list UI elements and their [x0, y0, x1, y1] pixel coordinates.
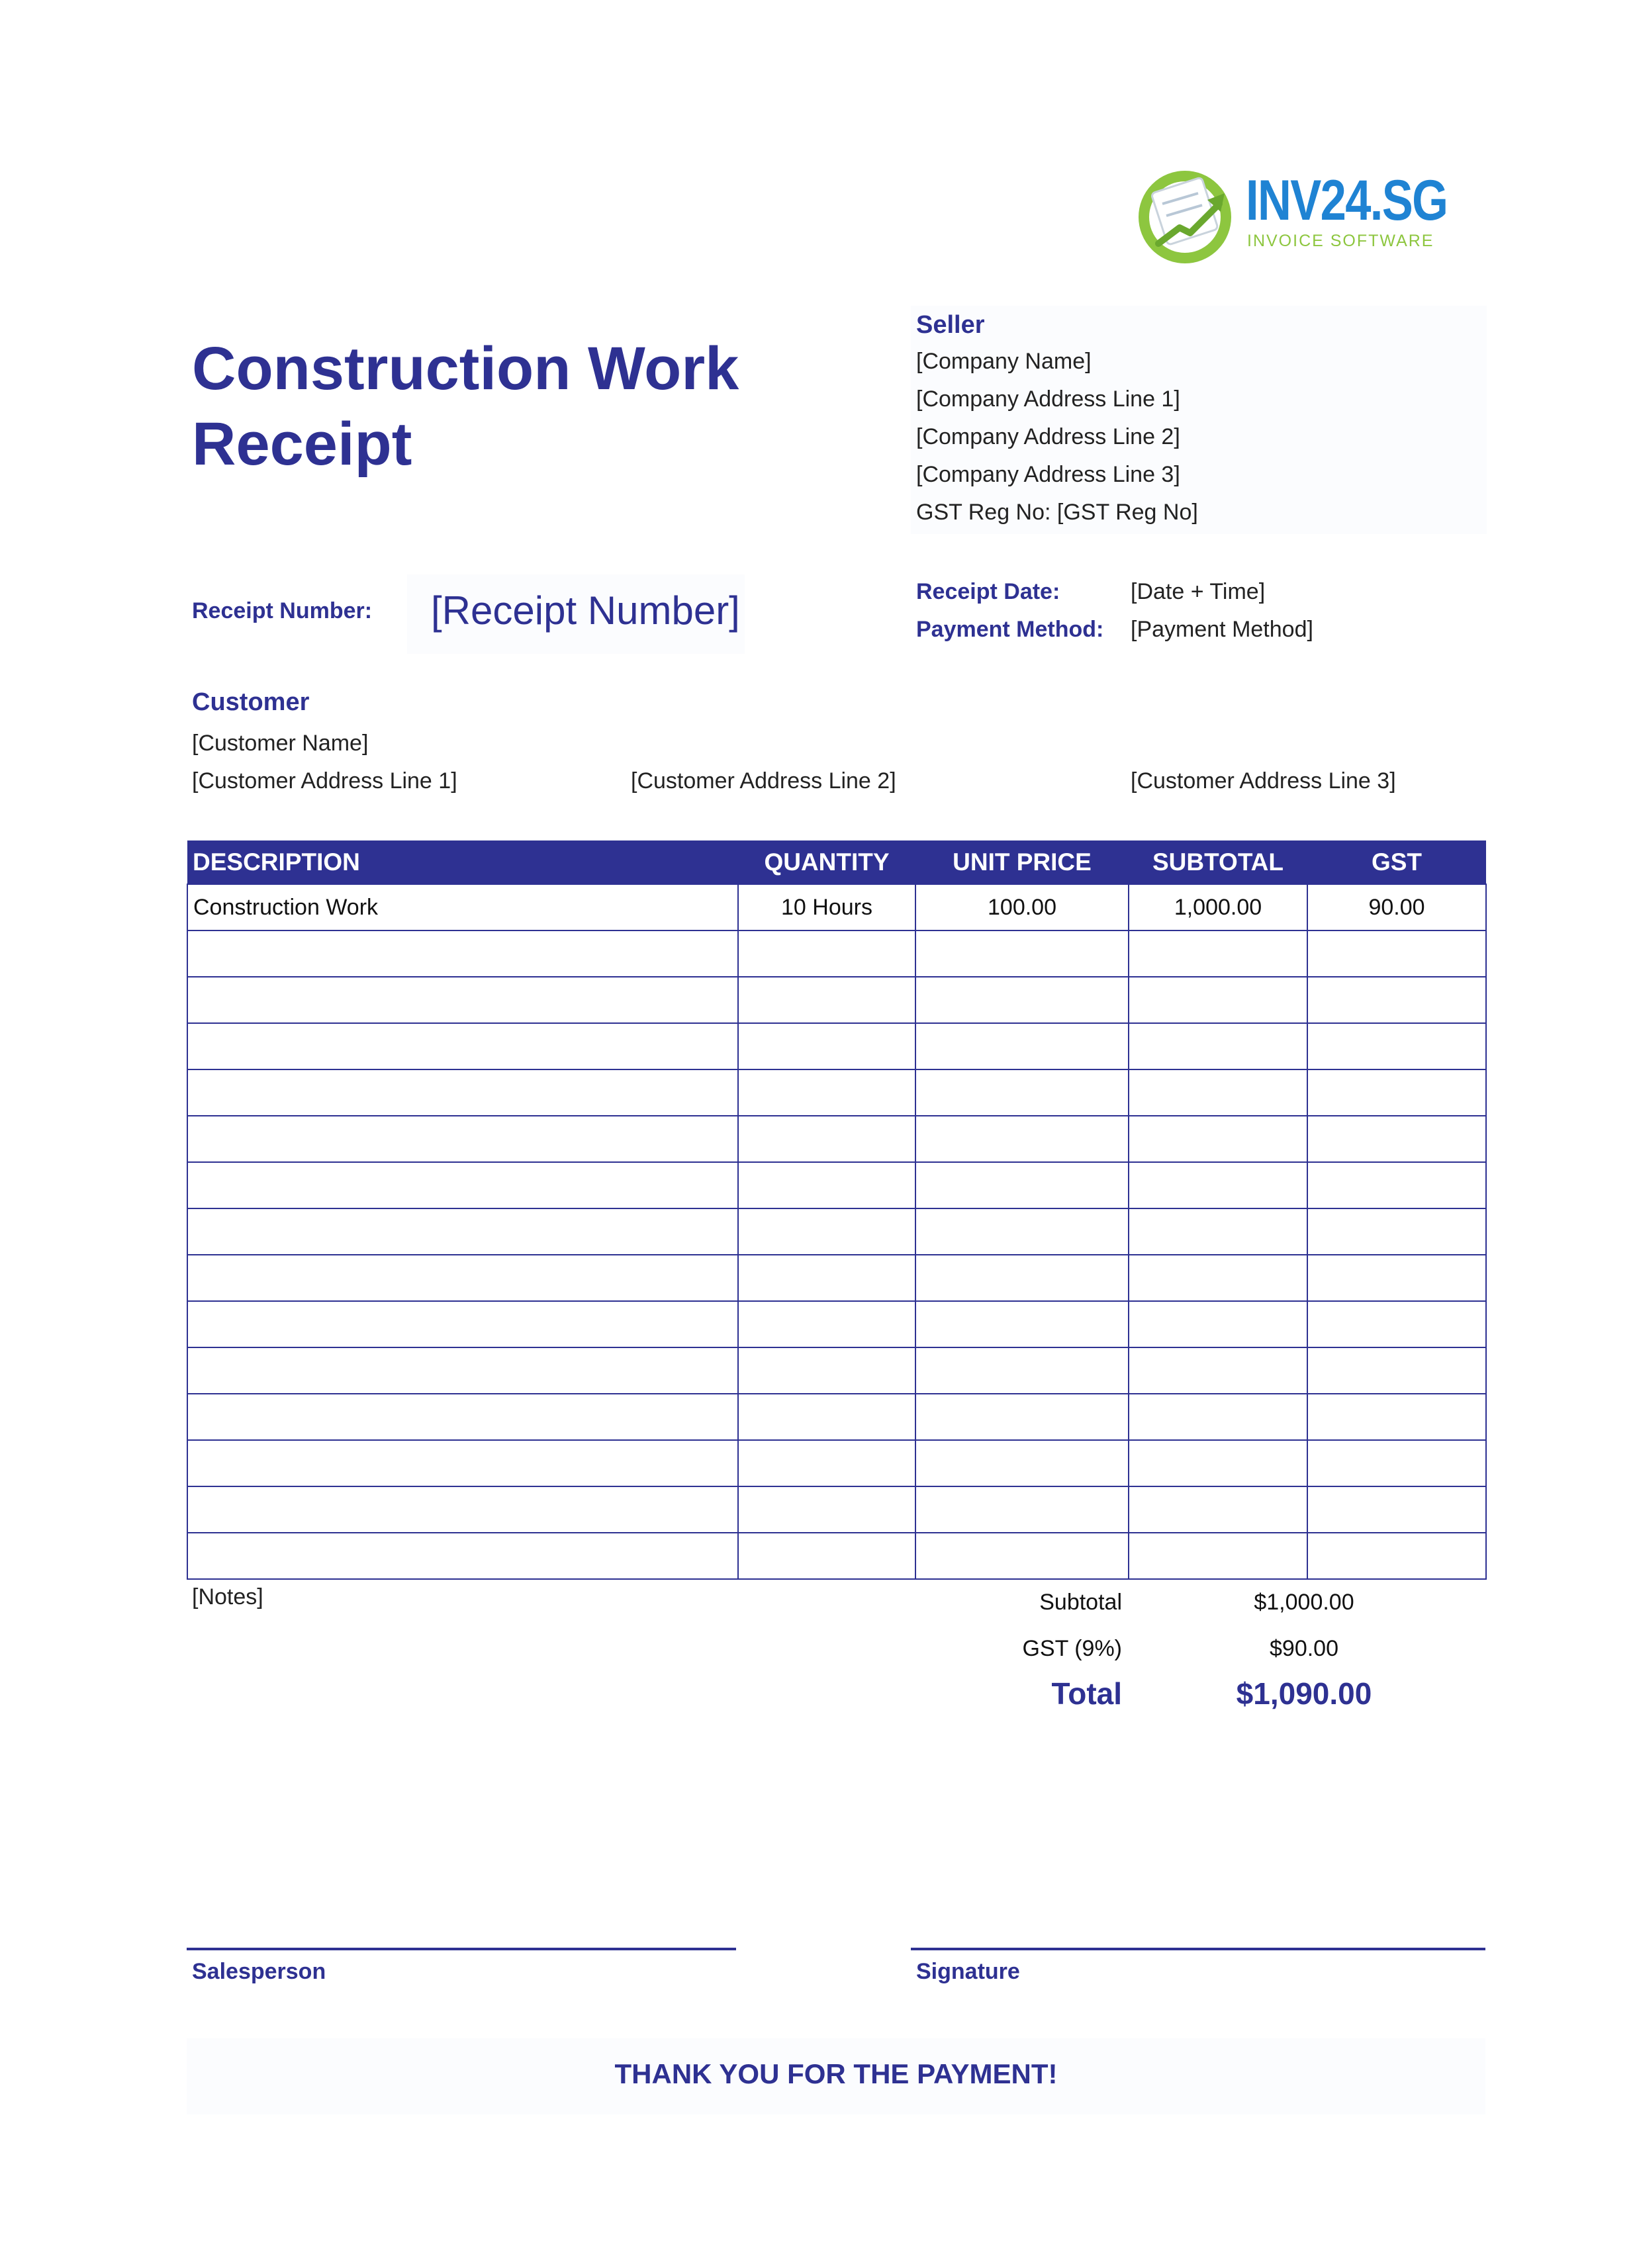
cell-gst	[1307, 1069, 1486, 1116]
seller-address-3: [Company Address Line 3]	[916, 462, 1180, 487]
cell-subtotal	[1129, 1162, 1307, 1208]
cell-subtotal	[1129, 1116, 1307, 1162]
customer-address-1: [Customer Address Line 1]	[192, 768, 457, 794]
cell-gst	[1307, 1301, 1486, 1347]
table-row	[187, 1069, 1486, 1116]
cell-subtotal	[1129, 930, 1307, 977]
cell-gst	[1307, 1255, 1486, 1301]
cell-description	[187, 977, 738, 1023]
total-label: Total	[1051, 1676, 1122, 1711]
cell-unit-price	[915, 1533, 1129, 1579]
subtotal-value: $1,000.00	[1254, 1590, 1354, 1615]
cell-subtotal	[1129, 1347, 1307, 1394]
table-row	[187, 1301, 1486, 1347]
cell-quantity	[738, 1394, 915, 1440]
table-row	[187, 1347, 1486, 1394]
customer-address-2: [Customer Address Line 2]	[631, 768, 896, 794]
title-line-2: Receipt	[192, 410, 412, 478]
receipt-number-label: Receipt Number:	[192, 598, 373, 623]
cell-subtotal	[1129, 1533, 1307, 1579]
cell-subtotal	[1129, 1301, 1307, 1347]
cell-quantity	[738, 1023, 915, 1069]
logo-mark-icon	[1139, 164, 1238, 263]
table-row	[187, 1440, 1486, 1486]
cell-unit-price	[915, 1116, 1129, 1162]
cell-gst	[1307, 930, 1486, 977]
cell-description	[187, 1208, 738, 1255]
cell-unit-price	[915, 1208, 1129, 1255]
receipt-number-box	[407, 574, 745, 654]
table-row	[187, 930, 1486, 977]
cell-quantity	[738, 977, 915, 1023]
salesperson-label: Salesperson	[192, 1959, 326, 1984]
notes: [Notes]	[192, 1584, 263, 1610]
cell-unit-price	[915, 1069, 1129, 1116]
page-title	[192, 331, 854, 482]
table-row	[187, 1394, 1486, 1440]
column-header-gst: GST	[1307, 840, 1486, 884]
customer-label: Customer	[192, 688, 310, 716]
table-row	[187, 977, 1486, 1023]
title-line-1: Construction Work	[192, 335, 739, 402]
cell-unit-price	[915, 1255, 1129, 1301]
cell-quantity	[738, 1162, 915, 1208]
cell-subtotal	[1129, 1486, 1307, 1533]
seller-company-name: [Company Name]	[916, 349, 1092, 374]
cell-quantity	[738, 1347, 915, 1394]
cell-gst	[1307, 1023, 1486, 1069]
cell-description	[187, 1486, 738, 1533]
receipt-date-label: Receipt Date:	[916, 579, 1060, 604]
cell-unit-price	[915, 1440, 1129, 1486]
receipt-date-value: [Date + Time]	[1131, 579, 1266, 604]
cell-quantity	[738, 1208, 915, 1255]
cell-description	[187, 1255, 738, 1301]
customer-address-3: [Customer Address Line 3]	[1131, 768, 1396, 794]
payment-method-label: Payment Method:	[916, 617, 1104, 642]
cell-unit-price	[915, 1394, 1129, 1440]
cell-quantity	[738, 1301, 915, 1347]
cell-subtotal	[1129, 1023, 1307, 1069]
items-table	[187, 840, 1487, 1580]
seller-block	[911, 306, 1487, 534]
cell-gst	[1307, 1162, 1486, 1208]
signature-label: Signature	[916, 1959, 1020, 1984]
receipt-number-value: [Receipt Number]	[431, 588, 740, 633]
table-row	[187, 884, 1486, 930]
thank-you-banner	[187, 2038, 1485, 2114]
cell-gst	[1307, 1208, 1486, 1255]
cell-description	[187, 1347, 738, 1394]
table-header-row	[187, 840, 1486, 884]
table-row	[187, 1023, 1486, 1069]
cell-description: Construction Work	[187, 884, 738, 930]
cell-unit-price	[915, 930, 1129, 977]
cell-quantity	[738, 1116, 915, 1162]
cell-quantity	[738, 1069, 915, 1116]
seller-address-1: [Company Address Line 1]	[916, 386, 1180, 412]
payment-method-value: [Payment Method]	[1131, 617, 1313, 642]
cell-subtotal	[1129, 1440, 1307, 1486]
cell-quantity	[738, 1486, 915, 1533]
cell-gst	[1307, 1116, 1486, 1162]
cell-gst	[1307, 977, 1486, 1023]
column-header-quantity: QUANTITY	[738, 840, 915, 884]
cell-description	[187, 1162, 738, 1208]
subtotal-label: Subtotal	[1039, 1590, 1122, 1615]
cell-unit-price	[915, 1347, 1129, 1394]
cell-description	[187, 1023, 738, 1069]
cell-unit-price	[915, 977, 1129, 1023]
cell-description	[187, 1069, 738, 1116]
seller-gst-reg: GST Reg No: [GST Reg No]	[916, 500, 1198, 525]
cell-unit-price	[915, 1486, 1129, 1533]
cell-quantity: 10 Hours	[738, 884, 915, 930]
thank-you-text: THANK YOU FOR THE PAYMENT!	[614, 2058, 1058, 2089]
cell-gst	[1307, 1486, 1486, 1533]
cell-description	[187, 1533, 738, 1579]
cell-subtotal: 1,000.00	[1129, 884, 1307, 930]
cell-gst	[1307, 1347, 1486, 1394]
logo-brand-text: INV24.SG	[1246, 169, 1448, 232]
column-header-subtotal: SUBTOTAL	[1129, 840, 1307, 884]
cell-description	[187, 1301, 738, 1347]
cell-subtotal	[1129, 977, 1307, 1023]
cell-gst	[1307, 1394, 1486, 1440]
cell-subtotal	[1129, 1394, 1307, 1440]
cell-quantity	[738, 1255, 915, 1301]
cell-unit-price	[915, 1162, 1129, 1208]
cell-quantity	[738, 930, 915, 977]
seller-address-2: [Company Address Line 2]	[916, 424, 1180, 449]
salesperson-line	[187, 1948, 736, 1950]
cell-gst	[1307, 1440, 1486, 1486]
cell-description	[187, 930, 738, 977]
table-row	[187, 1116, 1486, 1162]
cell-subtotal	[1129, 1208, 1307, 1255]
seller-label: Seller	[916, 311, 985, 339]
table-row	[187, 1208, 1486, 1255]
gst-label: GST (9%)	[1022, 1636, 1122, 1661]
column-header-description: DESCRIPTION	[187, 840, 738, 884]
cell-gst: 90.00	[1307, 884, 1486, 930]
table-row	[187, 1255, 1486, 1301]
cell-unit-price: 100.00	[915, 884, 1129, 930]
table-row	[187, 1533, 1486, 1579]
cell-unit-price	[915, 1301, 1129, 1347]
cell-quantity	[738, 1533, 915, 1579]
column-header-unit-price: UNIT PRICE	[915, 840, 1129, 884]
company-logo	[1139, 159, 1448, 265]
cell-description	[187, 1440, 738, 1486]
cell-gst	[1307, 1533, 1486, 1579]
cell-subtotal	[1129, 1069, 1307, 1116]
cell-description	[187, 1116, 738, 1162]
signature-line	[911, 1948, 1485, 1950]
logo-tagline: INVOICE SOFTWARE	[1247, 232, 1434, 250]
customer-name: [Customer Name]	[192, 731, 369, 756]
cell-subtotal	[1129, 1255, 1307, 1301]
gst-value: $90.00	[1270, 1636, 1338, 1661]
table-row	[187, 1162, 1486, 1208]
cell-unit-price	[915, 1023, 1129, 1069]
cell-quantity	[738, 1440, 915, 1486]
table-row	[187, 1486, 1486, 1533]
cell-description	[187, 1394, 738, 1440]
total-value: $1,090.00	[1236, 1676, 1372, 1711]
